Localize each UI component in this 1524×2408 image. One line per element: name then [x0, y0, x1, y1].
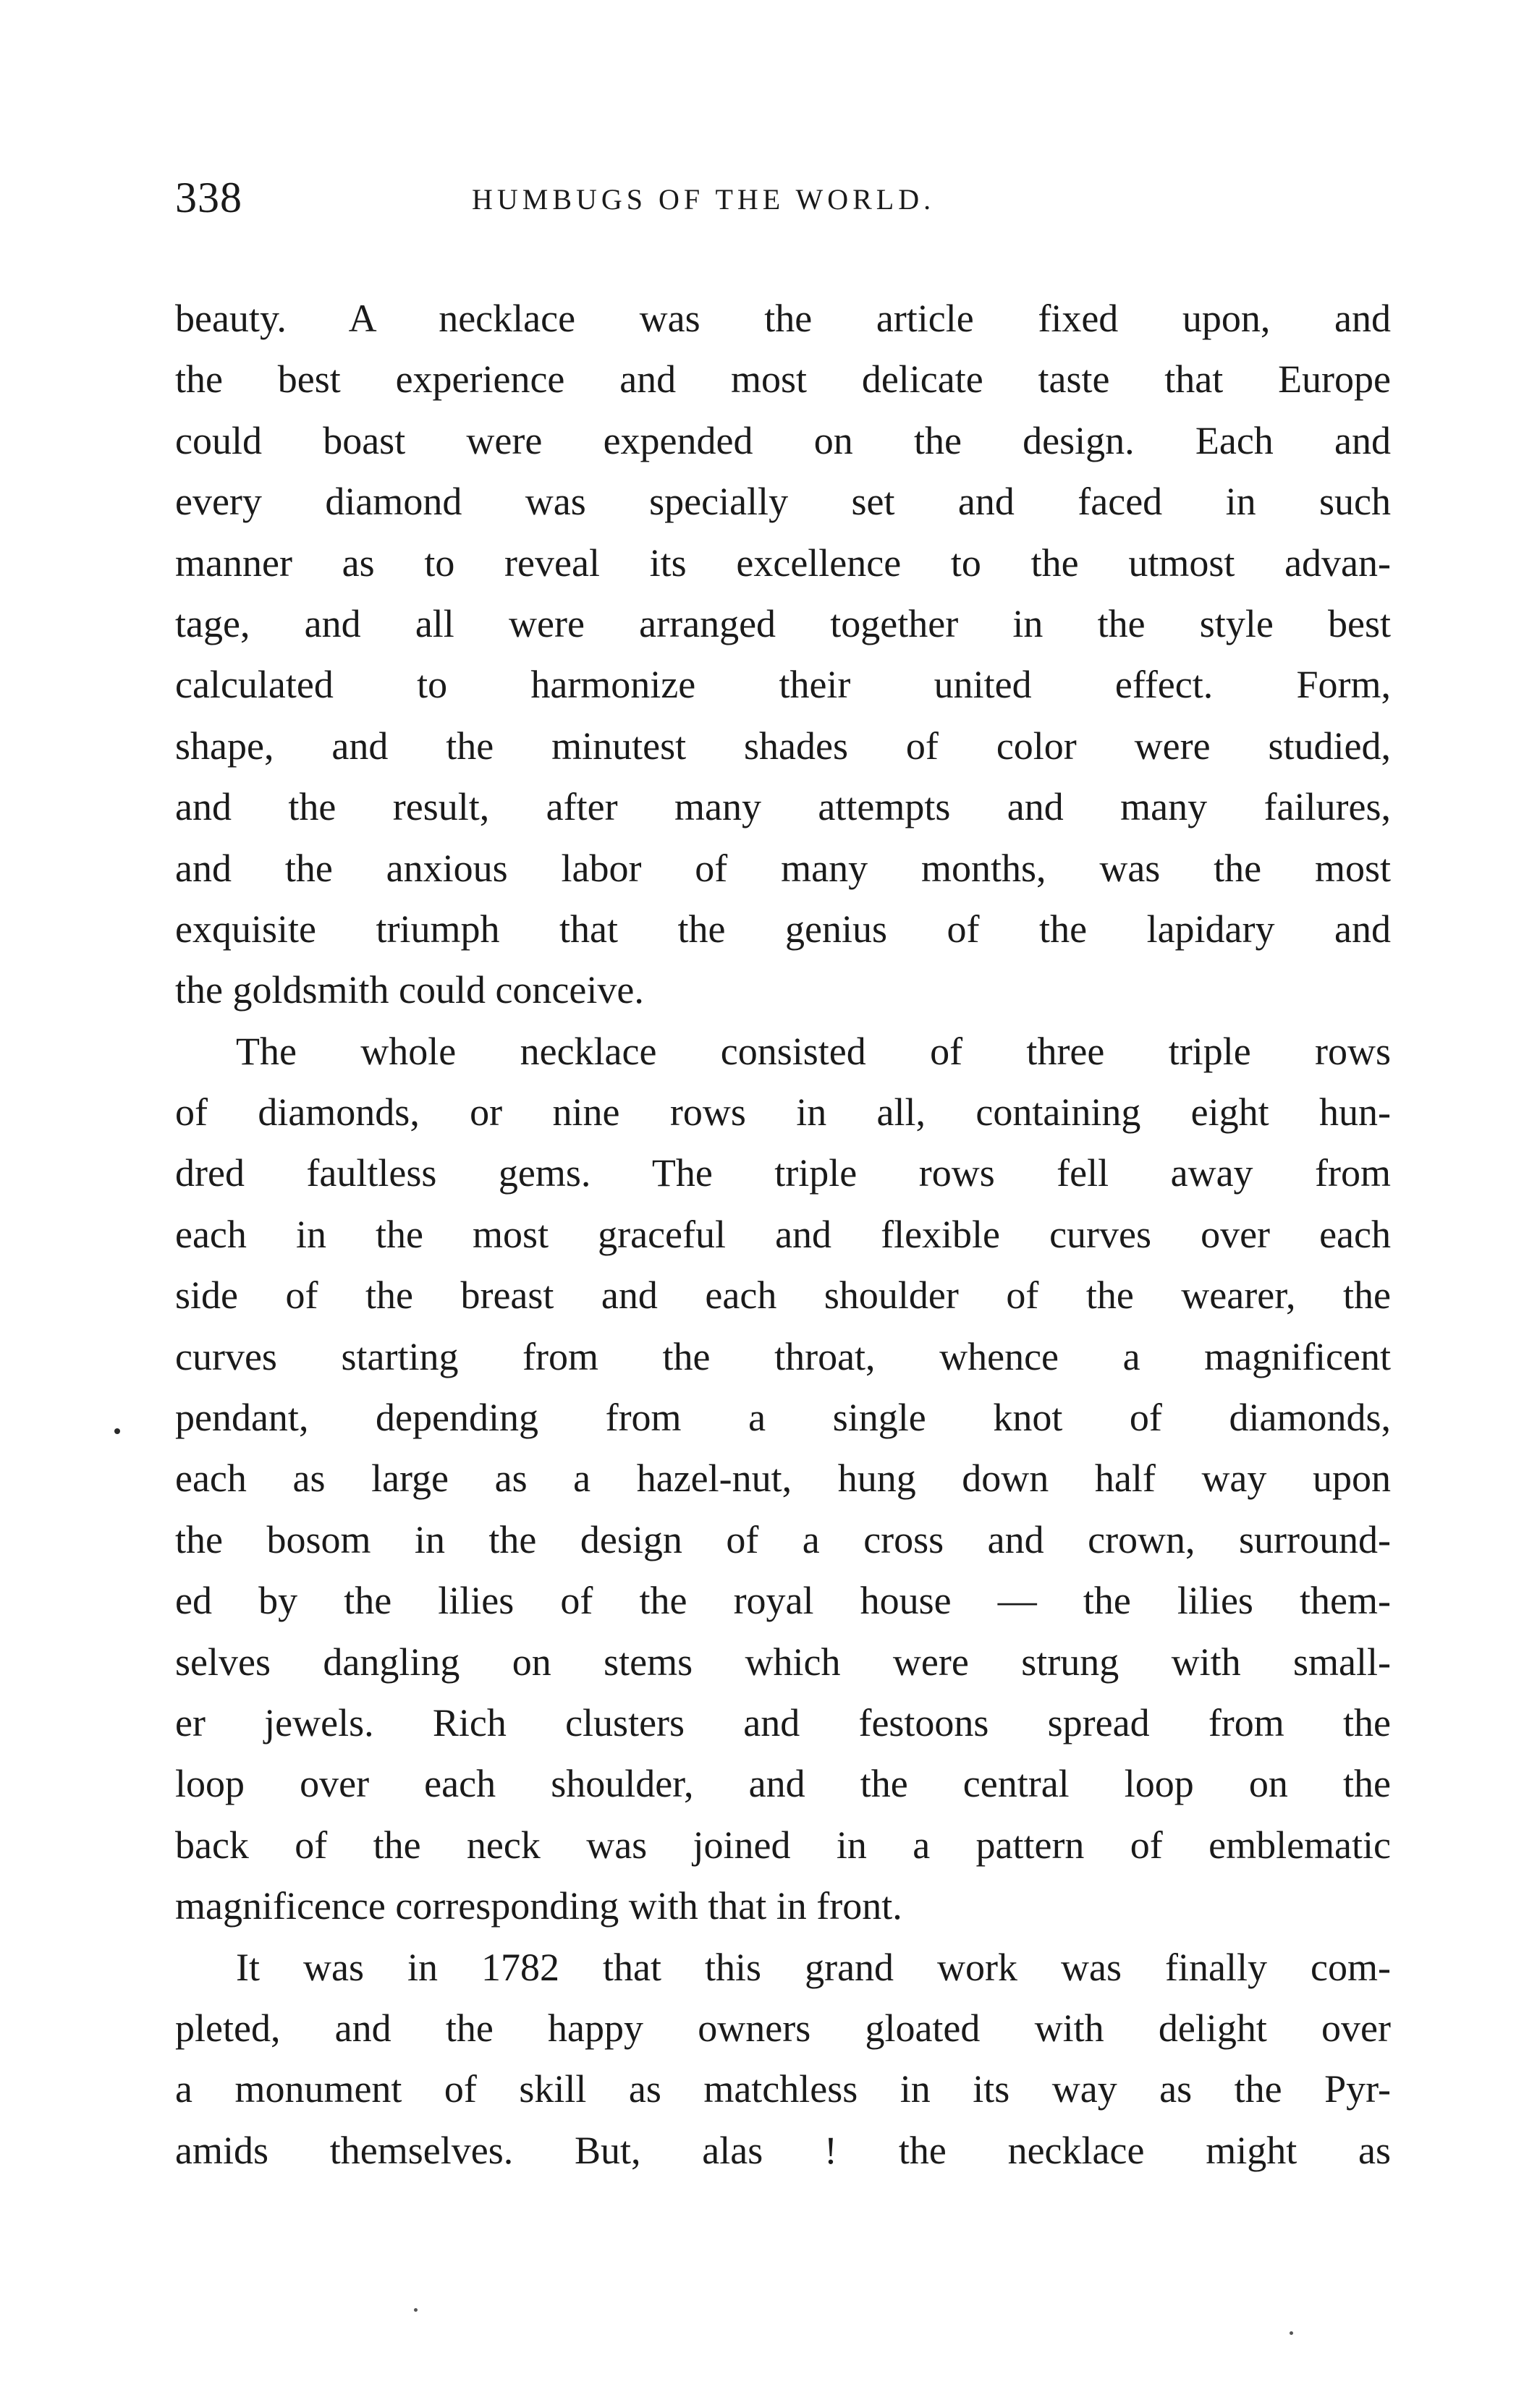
text-line: The whole necklace consisted of three triple rows	[236, 1029, 1391, 1073]
text-line: loop over each shoulder, and the central loop on the	[175, 1762, 1391, 1806]
text-line: calculated to harmonize their united effect. Form,	[175, 663, 1391, 707]
text-line: the bosom in the design of a cross and crown, surround-	[175, 1517, 1391, 1561]
text-line: magnificence corresponding with that in front.	[175, 1884, 902, 1928]
text-line: tage, and all were arranged together in the style best	[175, 601, 1391, 645]
text-line: shape, and the minutest shades of color were studied,	[175, 724, 1391, 768]
text-line: every diamond was specially set and faced in such	[175, 480, 1391, 524]
text-line: side of the breast and each shoulder of the wearer, the	[175, 1273, 1391, 1318]
text-line: each as large as a hazel-nut, hung down half way upon	[175, 1457, 1391, 1501]
text-line: the goldsmith could conceive.	[175, 968, 644, 1012]
text-line: and the anxious labor of many months, was the most	[175, 846, 1391, 890]
page-header	[175, 172, 1391, 223]
text-line: amids themselves. But, alas ! the necklace might as	[175, 2128, 1391, 2172]
text-line: ed by the lilies of the royal house — the lilies them-	[175, 1579, 1391, 1623]
text-line: each in the most graceful and flexible curves over each	[175, 1212, 1391, 1256]
text-line: could boast were expended on the design. Each and	[175, 418, 1391, 462]
text-line: selves dangling on stems which were strung with small-	[175, 1640, 1391, 1684]
text-line: the best experience and most delicate taste that Europe	[175, 357, 1391, 402]
body-text	[175, 288, 1391, 2181]
text-line: pleted, and the happy owners gloated with delight over	[175, 2006, 1391, 2050]
text-line: It was in 1782 that this grand work was finally com-	[236, 1945, 1391, 1989]
text-line: and the result, after many attempts and many failures,	[175, 785, 1391, 829]
paragraph	[175, 288, 1391, 1021]
text-line: beauty. A necklace was the article fixed upon, and	[175, 297, 1391, 340]
text-line: a monument of skill as matchless in its way as the Pyr-	[175, 2067, 1391, 2111]
paragraph	[175, 1937, 1391, 2182]
text-line: dred faultless gems. The triple rows fell away from	[175, 1151, 1391, 1195]
print-speck	[1290, 2331, 1293, 2335]
print-speck	[414, 2308, 418, 2312]
text-line: pendant, depending from a single knot of diamonds,	[175, 1396, 1391, 1440]
paragraph	[175, 1021, 1391, 1937]
text-line: manner as to reveal its excellence to the utmost advan-	[175, 540, 1391, 585]
text-line: of diamonds, or nine rows in all, containing eight hun-	[175, 1090, 1391, 1135]
margin-dot	[114, 1428, 120, 1434]
text-line: curves starting from the throat, whence a magnificent	[175, 1334, 1391, 1378]
text-line: er jewels. Rich clusters and festoons spread from the	[175, 1700, 1391, 1744]
text-line: exquisite triumph that the genius of the lapidary and	[175, 907, 1391, 951]
page-number: 338	[175, 174, 242, 221]
text-line: back of the neck was joined in a pattern of emblematic	[175, 1823, 1391, 1867]
running-title: HUMBUGS OF THE WORLD.	[472, 183, 936, 216]
